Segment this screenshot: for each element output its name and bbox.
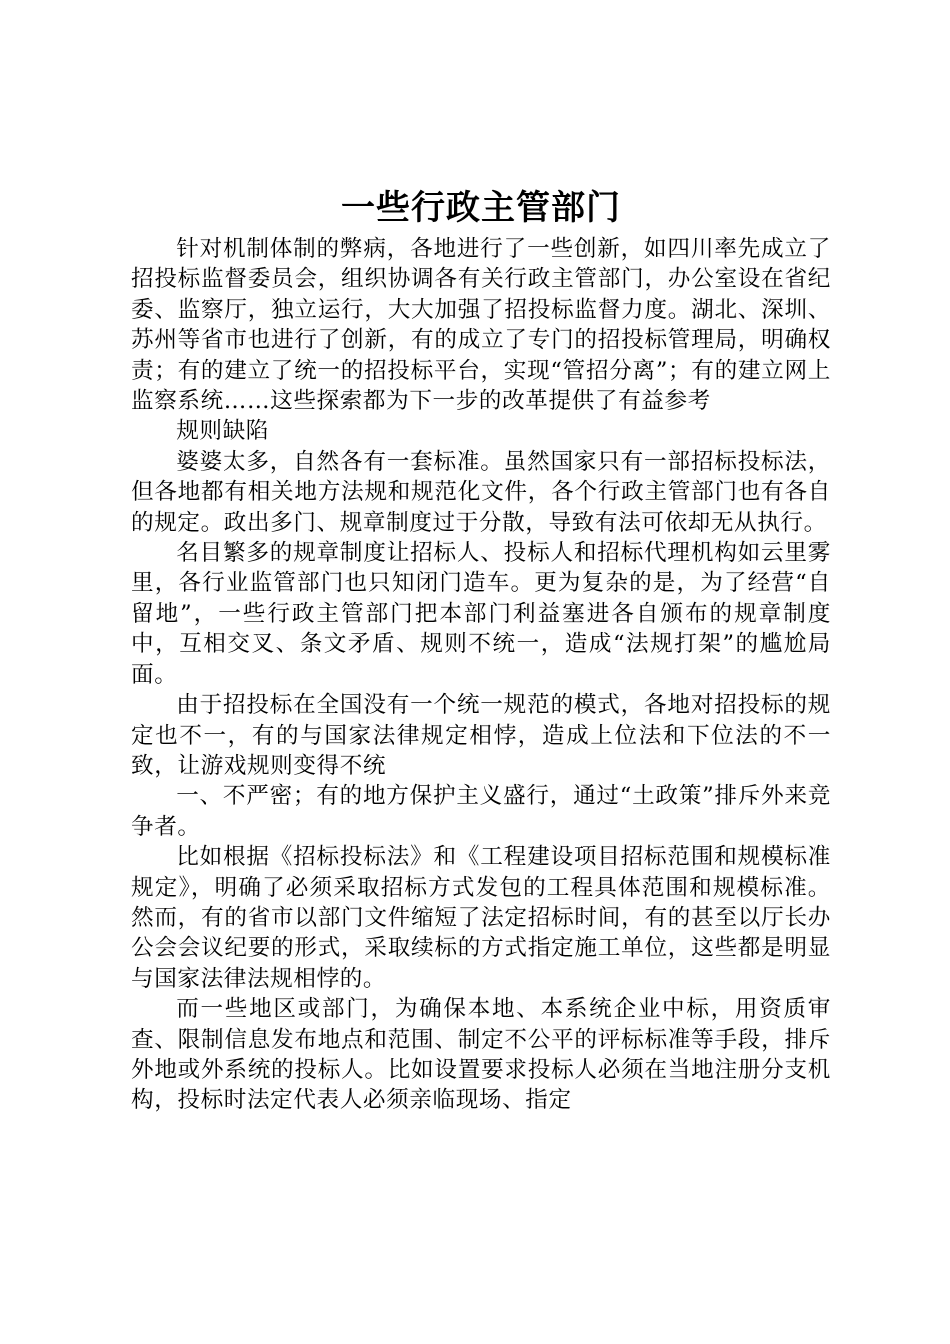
paragraph-3: 婆婆太多，自然各有一套标准。虽然国家只有一部招标投标法，但各地都有相关地方法规和规范化文件，各个行政主管部门也有各自的规定。政出多门、规章制度过于分散，导致有法可依却无从执行。 [131,448,831,536]
paragraph-7: 比如根据《招标投标法》和《工程建设项目招标范围和规模标准规定》，明确了必须采取招标方式发包的工程具体范围和规模标准。然而，有的省市以部门文件缩短了法定招标时间，有的甚至以厅长办公会会议纪要的形式，采取续标的方式指定施工单位，这些都是明显与国家法律法规相悖的。 [131,844,831,992]
paragraph-6: 一、不严密；有的地方保护主义盛行，通过“土政策”排斥外来竞争者。 [131,783,831,840]
paragraph-2-heading: 规则缺陷 [176,418,269,445]
paragraph-5: 由于招投标在全国没有一个统一规范的模式，各地对招投标的规定也不一，有的与国家法律规定相悖，造成上位法和下位法的不一致，让游戏规则变得不统 [131,692,831,779]
paragraph-8: 而一些地区或部门，为确保本地、本系统企业中标，用资质审查、限制信息发布地点和范围、制定不公平的评标标准等手段，排斥外地或外系统的投标人。比如设置要求投标人必须在当地注册分支机构，投标时法定代表人必须亲临现场、指定 [131,996,831,1114]
paragraph-4: 名目繁多的规章制度让招标人、投标人和招标代理机构如云里雾里，各行业监管部门也只知闭门造车。更为复杂的是，为了经营“自留地”，一些行政主管部门把本部门利益塞进各自颁布的规章制度中，互相交叉、条文矛盾、规则不统一，造成“法规打架”的尴尬局面。 [131,540,831,688]
paragraph-1: 针对机制体制的弊病，各地进行了一些创新，如四川率先成立了招投标监督委员会，组织协调各有关行政主管部门，办公室设在省纪委、监察厅，独立运行，大大加强了招投标监督力度。湖北、深圳、苏州等省市也进行了创新，有的成立了专门的招投标管理局，明确权责；有的建立了统一的招投标平台，实现“管招分离”；有的建立网上监察系统……这些探索都为下一步的改革提供了有益参考 [131,236,831,415]
document-page [131,186,831,1116]
document-title: 一些行政主管部门 [341,188,621,228]
